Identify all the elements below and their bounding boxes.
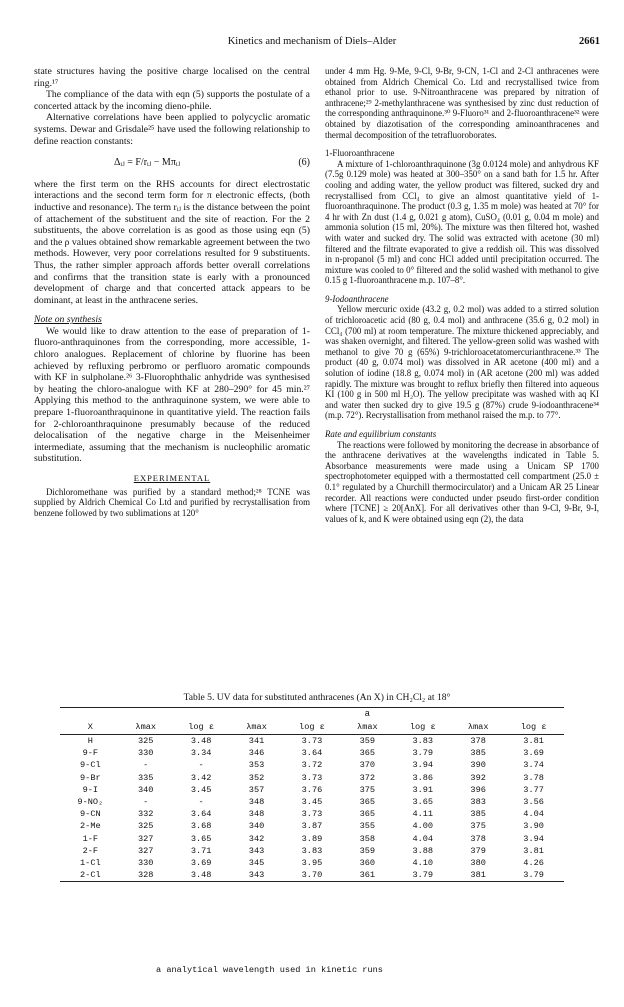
value-cell: 3.77	[523, 784, 544, 795]
value-cell: 3.81	[523, 736, 544, 747]
table-row	[60, 772, 564, 784]
value-cell: -	[143, 760, 149, 771]
value-cell: 3.72	[301, 760, 323, 771]
subsection-heading: 9-Iodoanthracene	[325, 293, 389, 304]
section-heading-experimental: EXPERIMENTAL	[133, 473, 211, 483]
equation-number: (6)	[298, 157, 310, 169]
value-cell: 340	[248, 821, 265, 832]
value-cell: 352	[248, 772, 265, 783]
value-cell: 3.89	[301, 833, 323, 844]
substituent-cell: 9-CN	[80, 809, 101, 820]
value-cell: -	[198, 760, 204, 771]
left-column	[34, 66, 310, 518]
value-cell: -	[198, 797, 204, 808]
column-header: λmax	[342, 720, 392, 735]
value-cell: 3.88	[412, 845, 434, 856]
value-cell: 3.94	[412, 760, 434, 771]
paragraph: A mixture of 1-chloroanthraquinone (3g 0.0124 mole) and anhydrous KF (7.5g 0.129 mole) was heated at 300–350° on a sand bath for 1.5 hr. After cooling and adding water, the yellow product was filtered, sucked dry and recrystallised from CCl₄ to give an almost quantitative yield of 1-fluoroanthraquinone. The product (0.3 g, 1.35 m mole) was heated at 70° for 4 hr with Zn dust (1.4 g, 0.021 g atom), CuSO₄ (0.01 g, 0.04 m mole) and ammonia solution (15 ml, 20%). The mixture was then filtered hot, washed with water and sucked dry. The solid was extracted with acetone (30 ml) filtered and the filtrate evaporated to give a reddish oil. This was dissolved in n-propanol (5 ml) and conc HCl added until precipitation occurred. The mixture was cooled to 0° filtered and the solid washed with methanol to give 0.15 g 1-fluoroanthracene m.p. 107–8°.	[325, 158, 599, 286]
value-cell: 3.70	[282, 869, 343, 882]
value-cell: 4.26	[523, 857, 544, 868]
value-cell: 372	[359, 772, 376, 783]
value-cell: 345	[248, 857, 265, 868]
value-cell: 346	[248, 748, 265, 759]
value-cell: 3.68	[190, 821, 212, 832]
substituent-cell: 1-F	[82, 833, 99, 844]
value-cell: 3.90	[523, 821, 544, 832]
table-row	[60, 808, 564, 820]
column-header: λmax	[231, 720, 281, 735]
paragraph: We would like to draw attention to the ease of preparation of 1-fluoro-anthraquinones from the corresponding, more accessible, 1-chloro analogues. Replacement of chlorine by fluorine has been achieved by refluxing perbromo or perfluoro aromatic compounds with KF in sulpholane.²⁶ 3-Fluorophthalic anhydride was synthesised by heating the chloro-analogue with KF at 280–290° for 45 min.²⁷ Applying this method to the anthraquinone system, we were able to prepare 1-fluoroanthraquinone in quantitative yield. The reaction fails for 2-chloroanthraquinone presumably because of the reduced delocalisation of the negative charge in the Meisenheimer intermediate, assuming that the mechanism is nucleophilic aromatic substitution.	[34, 325, 310, 465]
running-title: Kinetics and mechanism of Diels–Alder	[227, 36, 397, 47]
table-row	[60, 845, 564, 857]
value-cell: 325	[137, 736, 154, 747]
value-cell: 325	[137, 821, 154, 832]
value-cell: 359	[359, 845, 376, 856]
value-cell: 360	[359, 857, 376, 868]
value-cell: 378	[470, 736, 486, 747]
paragraph: Dichloromethane was purified by a standard method;²⁸ TCNE was supplied by Aldrich Chemical Co Ltd and purified by recrystallisation from benzene followed by two sublimations at 120°	[34, 486, 310, 518]
value-cell: 370	[359, 760, 376, 771]
value-cell: 3.71	[190, 845, 212, 856]
value-cell: 3.79	[392, 869, 453, 882]
value-cell: 385	[470, 748, 486, 759]
substituent-cell: 9-NO₂	[77, 797, 104, 808]
value-cell: 3.64	[301, 748, 323, 759]
value-cell: 3.91	[412, 784, 434, 795]
table-caption: Table 5. UV data for substituted anthracenes (An X) in CH₂Cl₂ at 18°	[183, 692, 451, 703]
subsection-heading: Rate and equilibrium constants	[325, 429, 437, 439]
value-cell: 381	[453, 869, 503, 882]
substituent-cell: 1-Cl	[80, 857, 101, 868]
value-cell: 348	[248, 809, 265, 820]
value-cell: 327	[137, 845, 154, 856]
substituent-cell: 2-Cl	[60, 869, 121, 882]
value-cell: 3.48	[171, 869, 232, 882]
value-cell: 3.64	[190, 809, 212, 820]
column-header: log ε	[171, 720, 232, 735]
value-cell: 3.86	[412, 772, 434, 783]
value-cell: 3.81	[523, 845, 544, 856]
value-cell: 4.04	[412, 833, 434, 844]
substituent-cell: 9-I	[82, 784, 99, 795]
value-cell: 365	[359, 748, 376, 759]
value-cell: 330	[137, 748, 154, 759]
value-cell: 340	[137, 784, 154, 795]
page-number: 2661	[579, 36, 600, 47]
column-header: λmax	[453, 720, 503, 735]
column-header: X	[60, 720, 121, 735]
table-row	[60, 735, 564, 748]
paragraph: Alternative correlations have been applied to polycyclic aromatic systems. Dewar and Grisdale²⁵ have used the following relationship to define reaction constants:	[34, 112, 310, 147]
value-cell: 3.34	[190, 748, 212, 759]
table-row	[60, 869, 564, 882]
paragraph: state structures having the positive charge localised on the central ring.¹⁷	[34, 66, 310, 89]
page-header	[0, 34, 624, 54]
value-cell: 327	[137, 833, 154, 844]
value-cell: 3.74	[523, 760, 544, 771]
substituent-cell: 9-Cl	[80, 760, 101, 771]
column-header: log ε	[503, 720, 564, 735]
substituent-cell: 2-F	[82, 845, 99, 856]
value-cell: 383	[470, 797, 486, 808]
table-footnote: a analytical wavelength used in kinetic runs	[156, 965, 383, 975]
value-cell: 3.94	[523, 833, 544, 844]
paragraph: The reactions were followed by monitoring the decrease in absorbance of the anthracene derivatives at the wavelengths indicated in Table 5. Absorbance measurements were made using a Unicam SP 1700 spectrophotometer equipped with a thermostatted cell compartment (25.0 ± 0.1° regulated by a Churchill thermocirculator) and a Unicam AR 25 Linear recorder. All reactions were conducted under pseudo first-order condition where [TCNE] ≥ 20[AnX]. For all derivatives other than 9-Cl, 9-Br, 9-I, values of k, and K were obtained using eqn (2), the data	[325, 439, 599, 524]
value-cell: 375	[359, 784, 376, 795]
value-cell: 378	[470, 833, 486, 844]
value-cell: 328	[121, 869, 171, 882]
value-cell: 348	[248, 797, 265, 808]
table-5	[34, 692, 600, 882]
uv-data-table	[60, 707, 564, 882]
value-cell: 4.11	[412, 809, 434, 820]
value-cell: 3.83	[301, 845, 323, 856]
substituent-cell: 2-Me	[80, 821, 101, 832]
subsection-heading: 1-Fluoroanthracene	[325, 148, 395, 159]
right-column	[325, 66, 599, 524]
value-cell: 392	[470, 772, 486, 783]
value-cell: 375	[470, 821, 486, 832]
paragraph: Yellow mercuric oxide (43.2 g, 0.2 mol) was added to a stirred solution of trichloroacetic acid (80 g, 0.4 mol) and anthracene (35.6 g, 0.2 mol) in CCl₄ (700 ml) at room temperature. The mixture thickened appreciably, and was shaken overnight, and filtered. The yellow-green solid was washed with methanol to give 70 g (65%) 9-trichloroacetatomercurianthracene.³³ The product (40 g, 0.074 mol) was dissolved in AR acetone (400 ml) and a solution of iodine (18.8 g, 0.074 mol) in (AR acetone (200 ml) was added rapidly. The mixture was brought to reflux briefly then filtered into aqueous KI (100 g in 500 ml H₂O). The yellow precipitate was washed with aq KI and water then sucked dry to give 19.5 g (87%) crude 9-iodoanthracene³⁴ (m.p. 72°). Recrystallisation from methanol raised the m.p. to 77°.	[325, 304, 599, 421]
value-cell: 3.56	[523, 797, 544, 808]
value-cell: 359	[359, 736, 376, 747]
value-cell: 343	[248, 845, 265, 856]
column-header: log ε	[392, 720, 453, 735]
value-cell: 3.69	[523, 748, 544, 759]
value-cell: 3.73	[301, 809, 323, 820]
value-cell: 357	[248, 784, 265, 795]
value-cell: 4.00	[412, 821, 434, 832]
value-cell: 355	[359, 821, 376, 832]
value-cell: 3.83	[412, 736, 434, 747]
value-cell: 341	[248, 736, 265, 747]
value-cell: 358	[359, 833, 376, 844]
value-cell: 3.95	[301, 857, 323, 868]
equation-body: Δᵢⱼ = F/rᵢⱼ − Mπᵢⱼ	[114, 157, 181, 169]
table-row	[60, 747, 564, 759]
table-row	[60, 833, 564, 845]
value-cell: 3.65	[190, 833, 212, 844]
substituent-cell: H	[87, 736, 93, 747]
paragraph: The compliance of the data with eqn (5) supports the postulate of a concerted attack by the incoming dieno-phile.	[34, 89, 310, 112]
value-cell: 3.48	[190, 736, 212, 747]
value-cell: 3.87	[301, 821, 323, 832]
value-cell: 365	[359, 809, 376, 820]
value-cell: 3.79	[412, 748, 434, 759]
equation-6	[34, 157, 310, 169]
table-row	[60, 820, 564, 832]
table-row	[60, 784, 564, 796]
column-header: log ε	[282, 720, 343, 735]
table-row	[60, 857, 564, 869]
substituent-cell: 9-Br	[80, 772, 101, 783]
value-cell: 3.45	[190, 784, 212, 795]
table-body	[60, 735, 564, 882]
value-cell: 3.65	[412, 797, 434, 808]
value-cell: 4.10	[412, 857, 434, 868]
value-cell: 3.42	[190, 772, 212, 783]
value-cell: 390	[470, 760, 486, 771]
value-cell: 330	[137, 857, 154, 868]
table-row	[60, 759, 564, 771]
value-cell: 4.04	[523, 809, 544, 820]
paragraph: under 4 mm Hg. 9-Me, 9-Cl, 9-Br, 9-CN, 1-Cl and 2-Cl anthracenes were obtained from Aldrich Chemical Co. Ltd and recrystallised twice from ethanol prior to use. 9-Nitroanthracene was prepared by nitration of anthracene;²⁹ 2-methylanthracene was synthesised by zinc dust reduction of the corresponding anthraquinone.³⁰ 9-Fluoro³¹ and 2-fluoroanthracene³² were obtained by diazotisation of the corresponding aminoanthracenes and thermal decomposition of the tetrafluoroborates.	[325, 66, 599, 140]
table-row	[60, 796, 564, 808]
value-cell: 3.76	[301, 784, 323, 795]
substituent-cell: 9-F	[82, 748, 99, 759]
value-cell: 3.45	[301, 797, 323, 808]
value-cell: 343	[231, 869, 281, 882]
value-cell: 335	[137, 772, 154, 783]
value-cell: 353	[248, 760, 265, 771]
section-heading-synthesis: Note on synthesis	[34, 314, 102, 326]
value-cell: 361	[342, 869, 392, 882]
value-cell: 396	[470, 784, 486, 795]
value-cell: 3.69	[190, 857, 212, 868]
value-cell: 365	[359, 797, 376, 808]
value-cell: 332	[137, 809, 154, 820]
value-cell: 3.73	[301, 772, 323, 783]
value-cell: 3.78	[523, 772, 544, 783]
paragraph: where the first term on the RHS accounts for direct electrostatic interactions and the second term form for π electronic effects, (both inductive and resonance). The term rᵢⱼ is the distance between the point of attachement of the substituent and the site of reaction. For the 2 substituents, the above correlation is as good as those using eqn (5) and the ρ values obtained show remarkable agreement between the two methods. However, very poor correlations resulted for 9 substituents. Thus, the rather simpler approach affords better overall correlations and confirms that the transition state is early with a pronounced development of charge and that concerted attack appears to be dominant, at least in the anthracene series.	[34, 178, 310, 306]
value-cell: 385	[470, 809, 486, 820]
column-header: λmax	[121, 720, 171, 735]
value-cell: -	[143, 797, 149, 808]
value-cell: 3.79	[503, 869, 564, 882]
value-cell: 379	[470, 845, 486, 856]
value-cell: 380	[470, 857, 486, 868]
value-cell: 3.73	[301, 736, 323, 747]
superscript-a: a	[342, 708, 392, 721]
value-cell: 342	[248, 833, 265, 844]
table-header-row	[60, 720, 564, 735]
